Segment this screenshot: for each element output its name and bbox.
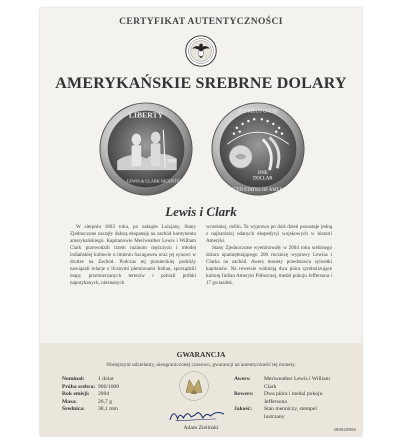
svg-text:DOLLAR: DOLLAR: [253, 176, 273, 182]
spec-row: Próba srebra: 900/1000: [62, 383, 120, 390]
svg-text:ONE: ONE: [257, 170, 268, 176]
coin-obverse-image: [98, 101, 194, 197]
certificate-card: [40, 8, 362, 436]
paragraph: wcześniej, roślin. Ta wyprawa po dziś dzień pozostaje jedną z najbardziej udanych ekspedycji wojskowych w historii Ameryki.: [206, 224, 332, 245]
certificate-header: CERTYFIKAT AUTENTYCZNOŚCI: [119, 17, 283, 27]
serial-number: 409020086: [333, 429, 356, 433]
description-text: [70, 224, 332, 287]
description-column-right: [206, 224, 332, 287]
guarantee-text: Niniejszym udzielamy, nieograniczonej czasowo, gwarancji na autentyczność tej monety.: [106, 362, 296, 368]
coin-reverse-image: [210, 101, 306, 197]
spec-row: Nominał: 1 dolar: [62, 376, 114, 382]
page-title: AMERYKAŃSKIE SREBRNE DOLARY: [55, 75, 347, 92]
coin-obverse-legend: LIBERTY: [128, 110, 164, 120]
svg-text:UNITED STATES OF AMERICA: UNITED STATES OF AMERICA: [225, 188, 291, 194]
eagle-seal-icon: [185, 35, 217, 67]
mint-signet-icon: [178, 370, 210, 402]
signature-image: [168, 406, 226, 424]
spec-row: Rok emisji: 2004: [62, 391, 110, 398]
coin-subtitle: Lewis i Clark: [165, 204, 237, 219]
specs-right: [234, 376, 338, 422]
spec-row: Rewers: Dwa pióra i medal pokoju Jeffersona: [234, 391, 323, 405]
paragraph: W sierpniu 1803 roku, po zakupie Luizjany, Stany Zjednoczone zaczęły dalszą ekspansję na zachód kontynentu amerykańskiego. Kapitanowie Meriweather Lewis i William Clark przewodzili trzem tuzinom mężczyzn i młodej indiańskiej kobiecie o imieniu Sacagawea oraz jej synowi w drodze na Zachód. Podczas tej pionierskiej podróży nawiązali relacje z licznymi plemionami Indian, sporządzili mapy przemierzanych terenów i pobrali próbki napotykanych, nieznanych: [70, 224, 196, 287]
svg-text:2004: 2004: [167, 159, 177, 165]
description-column-left: [70, 224, 196, 287]
spec-row: Średnica: 38,1 mm: [62, 406, 118, 413]
spec-row: Jakość: Stan menniczy, stempel lustrzany: [234, 406, 317, 420]
svg-text:PLURIBUS UNUM: PLURIBUS UNUM: [238, 109, 278, 115]
spec-row: Awers: Meriweather Lewis i William Clark: [234, 376, 330, 390]
spec-row: Masa: 26,7 g: [62, 398, 112, 405]
paragraph: Stany Zjednoczone wyemitowały w 2004 roku srebrnego dolara upamiętniającego 200 rocznicę wyprawy Lewisa i Clarka na zachód. Awers monety przedstawia sylwetki kapitanów. Na rewersie widnieją dwa pióra symbolizujące kulturę Indian Ameryki Północnej, medal pokoju Jeffersona i 17 gwiazdek.: [206, 245, 332, 287]
svg-text:LEWIS & CLARK BICENTENNIAL: LEWIS & CLARK BICENTENNIAL: [126, 178, 193, 184]
specs-left: [62, 376, 160, 414]
guarantee-title: GWARANCJA: [176, 350, 226, 359]
signer-name: Adam Zieliński: [183, 425, 219, 431]
